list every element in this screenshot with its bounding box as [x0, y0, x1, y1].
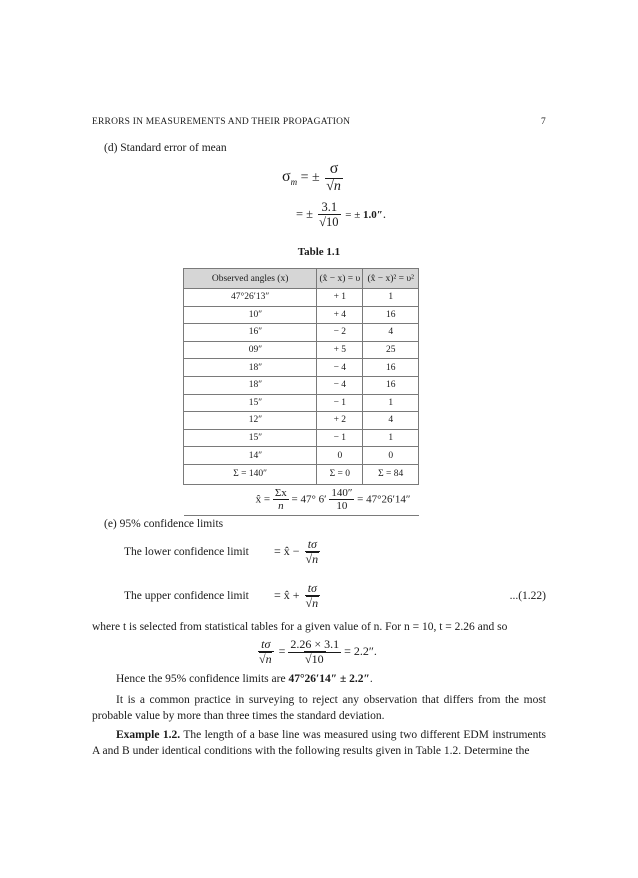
- cell-angle: 15″: [184, 394, 317, 412]
- table-row: [184, 412, 419, 430]
- cell-residual: − 2: [317, 324, 363, 342]
- lower-fraction: [303, 538, 323, 567]
- formula-fraction: [323, 160, 345, 195]
- cell-residual: − 4: [317, 376, 363, 394]
- formula-numerator: σ: [328, 160, 341, 179]
- mean-lhs: x̂ =: [255, 493, 273, 506]
- table-mean-row: [184, 484, 419, 515]
- upper-expr: = x̂ +: [274, 588, 303, 603]
- cell-angle: 15″: [184, 429, 317, 447]
- cell-angle: 47°26′13″: [184, 289, 317, 307]
- std-error-formula: [282, 160, 345, 195]
- mean-num2: 140″: [331, 486, 353, 499]
- header-observed-angles: Observed angles (x): [184, 269, 317, 289]
- calc2-fraction-1: [256, 638, 276, 667]
- confidence-calc: [256, 638, 377, 667]
- cell-residual: + 2: [317, 412, 363, 430]
- upper-fraction: [303, 582, 323, 611]
- mean-num: Σx: [274, 486, 287, 499]
- formula-denominator: n: [333, 179, 341, 195]
- observations-table: [183, 268, 419, 516]
- total-residual: Σ = 0: [317, 464, 363, 484]
- running-header: [92, 117, 546, 127]
- cell-angle: 14″: [184, 447, 317, 465]
- cell-angle: 10″: [184, 306, 317, 324]
- example-text: The length of a base line was measured using two different EDM instruments A and B under identical conditions with the following results given in Table 1.2. Determine the: [92, 729, 546, 757]
- mean-den: n: [278, 500, 284, 513]
- upper-limit-expr: [274, 582, 322, 611]
- calc-eq: = ±: [342, 208, 364, 221]
- mean-fraction-2: [329, 487, 354, 513]
- calc2-num2: 2.26 × 3.1: [290, 637, 340, 651]
- formula-eq: = ±: [297, 169, 324, 185]
- cell-residual-sq: 4: [363, 324, 419, 342]
- cell-angle: 18″: [184, 376, 317, 394]
- lower-frac-den: n: [312, 551, 319, 566]
- calc2-den: n: [265, 651, 272, 666]
- calc2-mid: =: [275, 644, 289, 659]
- equation-number: ...(1.22): [509, 590, 546, 602]
- mean-fraction-1: [273, 487, 289, 513]
- section-e-heading: (e) 95% confidence limits: [104, 518, 224, 530]
- table-row: [184, 394, 419, 412]
- calc-fraction: [316, 200, 342, 230]
- lower-limit-expr: [274, 538, 322, 567]
- upper-limit-label: The upper confidence limit: [124, 590, 249, 602]
- total-angles: Σ = 140″: [184, 464, 317, 484]
- calc-denominator: √ 10: [318, 214, 340, 229]
- calc2-den2: √ 10: [304, 651, 326, 666]
- subscript-m: m: [290, 176, 298, 187]
- cell-angle: 12″: [184, 412, 317, 430]
- table-row: [184, 429, 419, 447]
- cell-residual-sq: 16: [363, 376, 419, 394]
- header-residual-squared: (x̂ − x)² = υ²: [363, 269, 419, 289]
- sigma-symbol: σ: [282, 167, 291, 185]
- table-caption: Table 1.1: [297, 246, 341, 258]
- table-row: [184, 324, 419, 342]
- upper-frac-num: tσ: [307, 581, 317, 595]
- mean-den2: 10: [336, 500, 348, 513]
- table-row: [184, 341, 419, 359]
- example-label: Example 1.2.: [116, 729, 181, 741]
- cell-angle: 18″: [184, 359, 317, 377]
- header-title: ERRORS IN MEASUREMENTS AND THEIR PROPAGATION: [92, 117, 351, 127]
- hence-prefix: Hence the 95% confidence limits are: [116, 673, 289, 685]
- hence-value: 47°26′14″ ± 2.2″: [288, 673, 370, 685]
- cell-residual: − 1: [317, 429, 363, 447]
- calc-prefix: = ±: [296, 206, 317, 221]
- cell-angle: 09″: [184, 341, 317, 359]
- calc2-num: tσ: [261, 637, 271, 651]
- cell-residual-sq: 1: [363, 429, 419, 447]
- calc-end: .: [382, 206, 386, 221]
- calc-numerator: 3.1: [321, 200, 338, 214]
- section-d-heading: (d) Standard error of mean: [104, 142, 227, 154]
- table-row: [184, 376, 419, 394]
- lower-expr: = x̂ −: [274, 544, 303, 559]
- paragraph-where: where t is selected from statistical tables for a given value of n. For n = 10, t = 2.26 and so: [92, 621, 508, 633]
- std-error-calc: [296, 200, 386, 230]
- cell-residual: − 4: [317, 359, 363, 377]
- mean-result: = 47°26′14″: [354, 493, 411, 506]
- cell-residual-sq: 16: [363, 359, 419, 377]
- cell-residual: + 5: [317, 341, 363, 359]
- cell-angle: 16″: [184, 324, 317, 342]
- cell-residual-sq: 0: [363, 447, 419, 465]
- cell-residual: 0: [317, 447, 363, 465]
- cell-residual: + 4: [317, 306, 363, 324]
- hence-end: .: [369, 673, 373, 685]
- cell-residual-sq: 25: [363, 341, 419, 359]
- cell-residual: + 1: [317, 289, 363, 307]
- cell-residual-sq: 1: [363, 394, 419, 412]
- total-residual-sq: Σ = 84: [363, 464, 419, 484]
- header-residual: (x̂ − x) = υ: [317, 269, 363, 289]
- table-row: [184, 289, 419, 307]
- cell-residual-sq: 1: [363, 289, 419, 307]
- calc2-result: = 2.2″.: [341, 644, 377, 659]
- paragraph-practice: It is a common practice in surveying to reject any observation that differs from the most probable value by more than three times the standard deviation.: [92, 694, 546, 722]
- calc2-fraction-2: [288, 638, 341, 667]
- lower-frac-num: tσ: [307, 537, 317, 551]
- cell-residual-sq: 16: [363, 306, 419, 324]
- table-row: [184, 306, 419, 324]
- cell-residual-sq: 4: [363, 412, 419, 430]
- upper-frac-den: n: [312, 595, 319, 610]
- mean-cell: [184, 484, 419, 515]
- table-totals-row: [184, 464, 419, 484]
- hence-line: [116, 673, 373, 685]
- page-number: 7: [541, 117, 546, 127]
- table-row: [184, 359, 419, 377]
- cell-residual: − 1: [317, 394, 363, 412]
- mean-mid: = 47° 6′: [288, 493, 330, 506]
- table-row: [184, 447, 419, 465]
- table-header-row: [184, 269, 419, 289]
- paragraph-example: [92, 727, 546, 759]
- calc-result: 1.0″: [363, 208, 383, 221]
- lower-limit-label: The lower confidence limit: [124, 546, 249, 558]
